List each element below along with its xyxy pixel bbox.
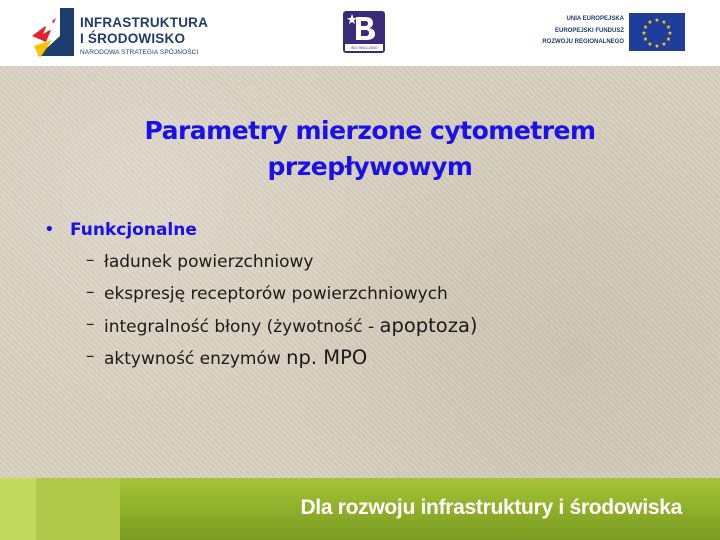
svg-text:★: ★ <box>642 24 649 31</box>
list-item-text-tail: np. MPO <box>286 346 368 369</box>
svg-text:★: ★ <box>667 30 673 37</box>
list-item-text <box>104 314 478 339</box>
list-item <box>44 278 684 310</box>
list-item-text: ekspresję receptorów powierzchniowych <box>104 284 448 304</box>
certification-caption: ISO 9001:2000 <box>345 44 383 51</box>
svg-text:★: ★ <box>642 36 649 43</box>
footer-stripe <box>36 478 120 540</box>
svg-text:★: ★ <box>647 41 653 48</box>
svg-text:★: ★ <box>665 24 672 31</box>
list-item-text <box>104 346 367 371</box>
svg-text:★: ★ <box>647 19 653 26</box>
list-item-text-part: integralność błony (żywotność - <box>104 317 380 337</box>
svg-text:★: ★ <box>661 41 667 48</box>
dash-icon: – <box>86 250 95 270</box>
bullet-dot-icon: • <box>44 219 55 240</box>
eu-flag-icon <box>629 13 685 51</box>
list-item-text-part: aktywność enzymów <box>104 349 287 369</box>
logo-line1: INFRASTRUKTURA <box>80 15 209 30</box>
title-line2: przepływowym <box>267 152 473 181</box>
dash-icon: – <box>86 282 95 302</box>
svg-text:★: ★ <box>641 30 647 37</box>
svg-text:★: ★ <box>654 17 660 24</box>
footer-bar <box>0 478 720 540</box>
svg-text:★: ★ <box>665 36 672 43</box>
svg-text:★: ★ <box>654 43 660 50</box>
bullet-text: Funkcjonalne <box>70 220 197 240</box>
slide-content <box>0 66 720 478</box>
list-item <box>44 342 684 374</box>
slide-title <box>60 113 680 185</box>
logo-line2: I ŚRODOWISKO <box>80 31 186 46</box>
eu-logo <box>525 12 685 54</box>
svg-text:★: ★ <box>661 19 667 26</box>
star-flag-icon <box>30 6 76 60</box>
certification-logo <box>343 11 385 53</box>
footer-stripe <box>0 478 36 540</box>
list-item-text-tail: apoptoza) <box>379 314 478 337</box>
logo-line3: NARODOWA STRATEGIA SPÓJNOŚCI <box>80 49 199 56</box>
dash-icon: – <box>86 346 95 366</box>
bullet-item <box>44 218 684 246</box>
bullet-list <box>44 218 684 374</box>
footer-slogan: Dla rozwoju infrastruktury i środowiska <box>300 496 682 519</box>
header-bar <box>0 0 720 66</box>
list-item <box>44 246 684 278</box>
list-item-text: ładunek powierzchniowy <box>104 252 314 272</box>
eu-line1: UNIA EUROPEJSKA <box>566 16 624 22</box>
eu-line2: EUROPEJSKI FUNDUSZ <box>554 28 624 34</box>
dash-icon: – <box>86 314 95 334</box>
eu-line3: ROZWOJU REGIONALNEGO <box>542 39 624 45</box>
infrastruktura-logo <box>30 6 220 60</box>
list-item <box>44 310 684 342</box>
b-letter-icon <box>343 11 385 45</box>
title-line1: Parametry mierzone cytometrem <box>144 116 596 145</box>
